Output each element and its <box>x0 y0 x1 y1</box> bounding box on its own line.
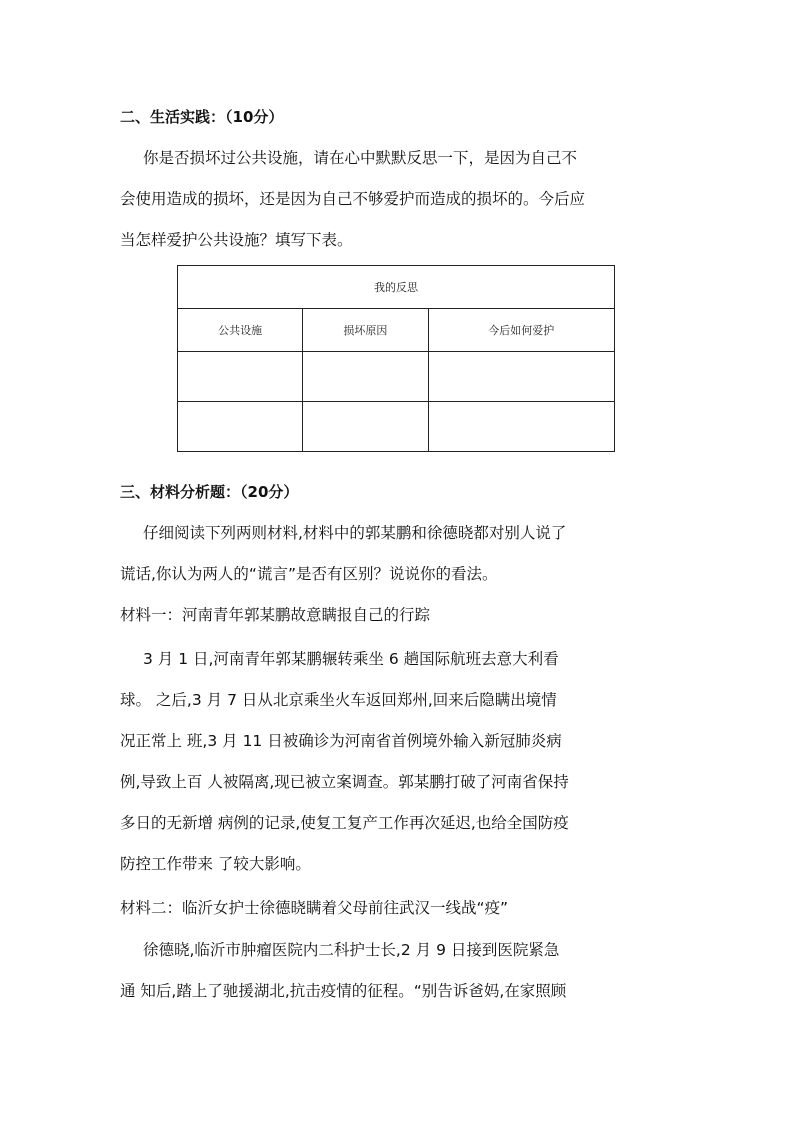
table-cell[interactable] <box>303 402 428 452</box>
material-1-line: 防控工作带来 了较大影响。 <box>120 855 311 873</box>
intro-line: 谎话,你认为两人的“谎言”是否有区别？说说你的看法。 <box>120 565 498 583</box>
material-1-line: 多日的无新增 病例的记录,使复工复产工作再次延迟,也给全国防疫 <box>120 814 569 832</box>
column-header: 公共设施 <box>178 309 303 352</box>
section-3-heading: 三、材料分析题：（20分） <box>120 483 299 501</box>
table-row <box>178 402 615 452</box>
table-header-row <box>178 309 615 352</box>
section-2-heading: 二、生活实践：（10分） <box>120 108 284 126</box>
column-header: 今后如何爱护 <box>428 309 615 352</box>
material-2-line: 徐德晓,临沂市肿瘤医院内二科护士长,2 月 9 日接到医院紧急 <box>143 941 560 959</box>
material-1-line: 况正常上 班,3 月 11 日被确诊为河南省首例境外输入新冠肺炎病 <box>120 732 562 750</box>
material-2-title: 材料二：临沂女护士徐德晓瞒着父母前往武汉一线战“疫” <box>120 899 509 917</box>
table-cell[interactable] <box>428 352 615 402</box>
material-1-title: 材料一：河南青年郭某鹏故意瞒报自己的行踪 <box>120 606 431 624</box>
paragraph-line: 你是否损坏过公共设施，请在心中默默反思一下，是因为自己不 <box>143 149 578 167</box>
paragraph-line: 会使用造成的损坏，还是因为自己不够爱护而造成的损坏的。今后应 <box>120 190 586 208</box>
paragraph-line: 当怎样爱护公共设施？填写下表。 <box>120 231 353 249</box>
material-1-line: 3 月 1 日,河南青年郭某鹏辗转乘坐 6 趟国际航班去意大利看 <box>143 650 559 668</box>
table-title-row <box>178 266 615 309</box>
table-cell[interactable] <box>303 352 428 402</box>
table-title: 我的反思 <box>178 266 615 309</box>
table-cell[interactable] <box>178 352 303 402</box>
table-cell[interactable] <box>178 402 303 452</box>
column-header: 损坏原因 <box>303 309 428 352</box>
material-1-line: 球。 之后,3 月 7 日从北京乘坐火车返回郑州,回来后隐瞒出境情 <box>120 691 557 709</box>
intro-line: 仔细阅读下列两则材料,材料中的郭某鹏和徐德晓都对别人说了 <box>143 524 567 542</box>
reflection-table <box>177 265 615 452</box>
table-row <box>178 352 615 402</box>
material-2-line: 通 知后,踏上了驰援湖北,抗击疫情的征程。“别告诉爸妈,在家照顾 <box>120 982 567 1000</box>
material-1-line: 例,导致上百 人被隔离,现已被立案调查。郭某鹏打破了河南省保持 <box>120 773 569 791</box>
table-cell[interactable] <box>428 402 615 452</box>
